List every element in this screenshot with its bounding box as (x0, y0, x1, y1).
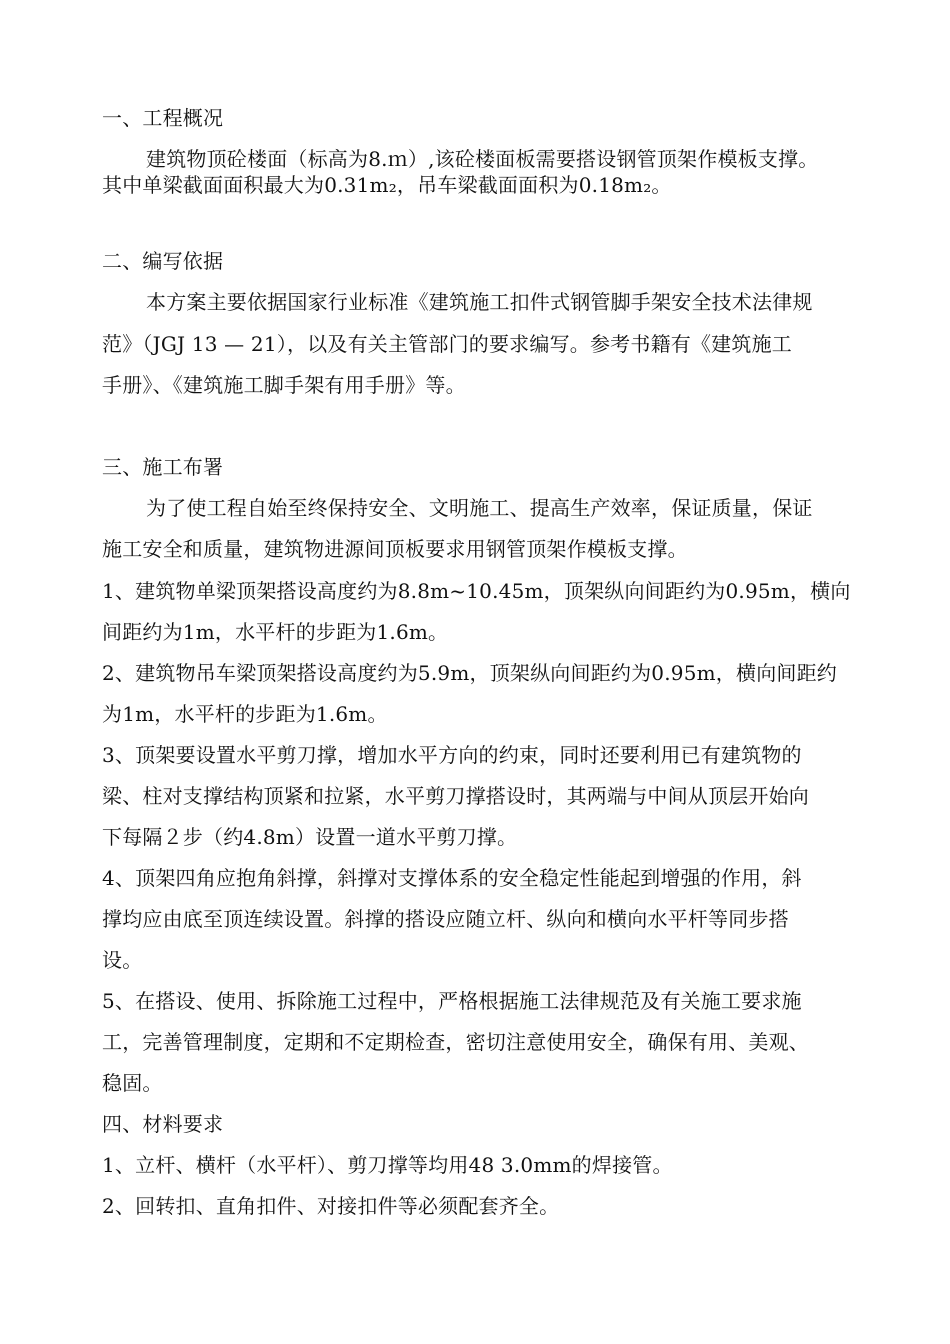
paragraph-line: 建筑物顶砼楼面（标高为8.ｍ）,该砼楼面板需要搭设钢管顶架作模板支撑。 (146, 147, 819, 171)
list-item-line: 1、建筑物单梁顶架搭设高度约为8.8m~10.45m，顶架纵向间距约为0.95m，横向 (102, 579, 851, 603)
list-item-line: 3、顶架要设置水平剪刀撑，增加水平方向的约束，同时还要利用已有建筑物的 (102, 743, 802, 767)
list-item-line: 4、顶架四角应抱角斜撑，斜撑对支撑体系的安全稳定性能起到增强的作用，斜 (102, 866, 802, 890)
section-heading: 二、编写依据 (102, 249, 224, 273)
list-item-line: 设。 (102, 948, 143, 972)
list-item-line: 撑均应由底至顶连续设置。斜撑的搭设应随立杆、纵向和横向水平杆等同步搭 (102, 907, 789, 931)
paragraph-line: 为了使工程自始至终保持安全、文明施工、提高生产效率，保证质量，保证 (146, 496, 813, 520)
paragraph-line: 本方案主要依据国家行业标准《建筑施工扣件式钢管脚手架安全技术法律规 (146, 290, 813, 314)
paragraph-line: 手册》、《建筑施工脚手架有用手册》等。 (102, 373, 466, 397)
section-heading: 四、材料要求 (102, 1112, 224, 1136)
list-item-line: 2、建筑物吊车梁顶架搭设高度约为5.9m，顶架纵向间距约为0.95m，横向间距约 (102, 661, 837, 685)
paragraph-line: 范》（JGJ 13 — 21），以及有关主管部门的要求编写。参考书籍有《建筑施工 (102, 332, 792, 356)
list-item-line: 下每隔２步（约4.8m）设置一道水平剪刀撑。 (102, 825, 518, 849)
list-item-line: 稳固。 (102, 1071, 163, 1095)
list-item-line: 工，完善管理制度，定期和不定期检查，密切注意使用安全，确保有用、美观、 (102, 1030, 809, 1054)
list-item-line: 2、回转扣、直角扣件、对接扣件等必须配套齐全。 (102, 1194, 560, 1218)
list-item-line: 梁、柱对支撑结构顶紧和拉紧，水平剪刀撑搭设时，其两端与中间从顶层开始向 (102, 784, 809, 808)
list-item-line: 间距约为1m，水平杆的步距为1.6m。 (102, 620, 449, 644)
list-item-line: 1、立杆、横杆（水平杆）、剪刀撑等均用48 3.0mm的焊接管。 (102, 1153, 673, 1177)
paragraph-line: 施工安全和质量，建筑物进源间顶板要求用钢管顶架作模板支撑。 (102, 537, 688, 561)
section-heading: 一、工程概况 (102, 106, 224, 130)
list-item-line: 为1m，水平杆的步距为1.6m。 (102, 702, 388, 726)
list-item-line: 5、在搭设、使用、拆除施工过程中，严格根据施工法律规范及有关施工要求施 (102, 989, 802, 1013)
section-heading: 三、施工布署 (102, 455, 224, 479)
paragraph-line: 其中单梁截面面积最大为0.31m₂，吊车梁截面面积为0.18m₂。 (102, 173, 672, 197)
